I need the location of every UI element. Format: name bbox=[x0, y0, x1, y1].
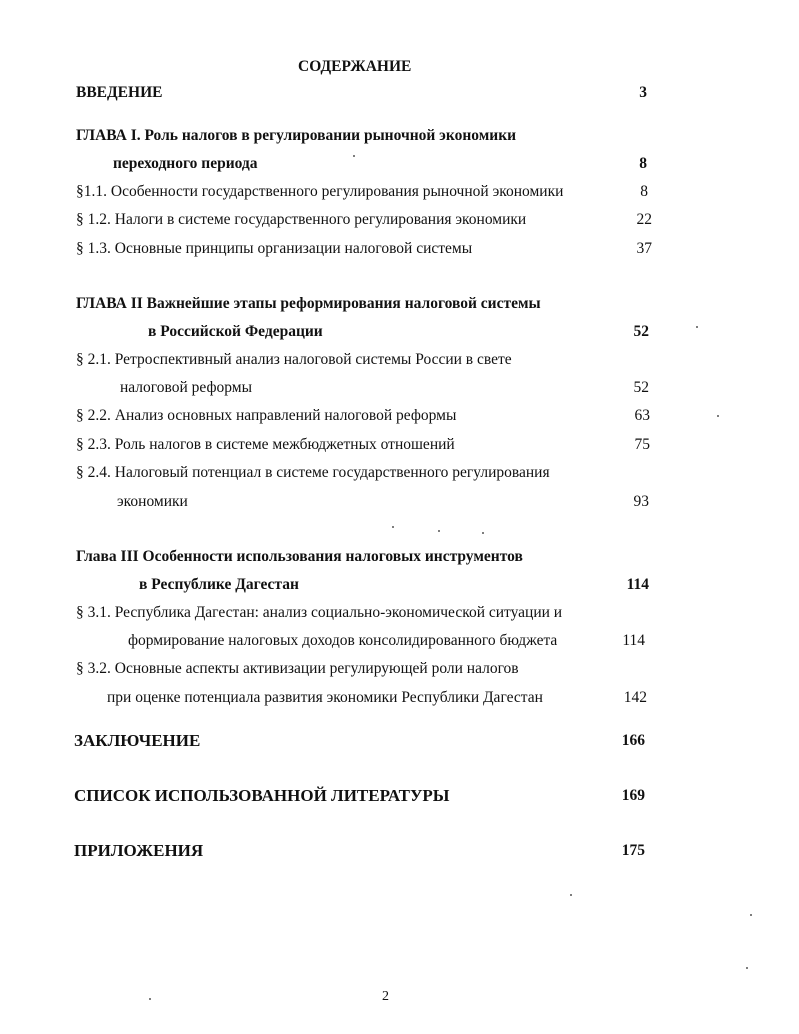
toc-entry-appendix bbox=[0, 838, 799, 864]
entry-page: 8 bbox=[639, 155, 647, 172]
chapter-title: ГЛАВА I. Роль налогов в регулировании рыночной экономики bbox=[76, 127, 517, 144]
section-label: § 2.1. Ретроспективный анализ налоговой системы России в свете bbox=[76, 351, 512, 368]
toc-section-2-4-line2 bbox=[0, 489, 799, 515]
page-number-row bbox=[0, 984, 799, 1010]
toc-entry-conclusion bbox=[0, 728, 799, 754]
chapter-title: Глава III Особенности использования налоговых инструментов bbox=[76, 548, 523, 565]
toc-chapter1-title-line2 bbox=[0, 151, 799, 177]
toc-section-2-1-line2 bbox=[0, 375, 799, 401]
section-label: § 3.2. Основные аспекты активизации регулирующей роли налогов bbox=[76, 660, 519, 677]
entry-page: 52 bbox=[633, 323, 649, 340]
chapter-title: ГЛАВА II Важнейшие этапы реформирования налоговой системы bbox=[76, 295, 541, 312]
page-number: 2 bbox=[382, 989, 389, 1004]
entry-page: 114 bbox=[626, 576, 649, 593]
section-label: § 2.3. Роль налогов в системе межбюджетных отношений bbox=[76, 436, 455, 453]
entry-label: ПРИЛОЖЕНИЯ bbox=[74, 841, 204, 860]
toc-section-2-3 bbox=[0, 432, 799, 458]
scan-speck bbox=[482, 532, 484, 534]
toc-chapter3-title-line1 bbox=[0, 544, 799, 570]
entry-page: 37 bbox=[636, 240, 652, 257]
entry-page: 22 bbox=[636, 211, 652, 228]
toc-section-2-2 bbox=[0, 403, 799, 429]
section-label-cont: при оценке потенциала развития экономики Республики Дагестан bbox=[107, 689, 543, 706]
scan-speck bbox=[353, 155, 355, 157]
entry-page: 169 bbox=[621, 787, 645, 804]
entry-page: 75 bbox=[634, 436, 650, 453]
entry-label: ЗАКЛЮЧЕНИЕ bbox=[74, 731, 201, 750]
toc-title-row bbox=[0, 54, 799, 80]
section-label: §1.1. Особенности государственного регулирования рыночной экономики bbox=[76, 183, 564, 200]
scan-speck bbox=[750, 914, 752, 916]
scan-speck bbox=[717, 415, 719, 417]
scan-speck bbox=[696, 326, 698, 328]
toc-entry-introduction bbox=[0, 80, 799, 106]
toc-chapter2-title-line1 bbox=[0, 291, 799, 317]
entry-page: 63 bbox=[634, 407, 650, 424]
section-label-cont: формирование налоговых доходов консолидированного бюджета bbox=[128, 632, 558, 649]
toc-chapter2-title-line2 bbox=[0, 319, 799, 345]
scan-speck bbox=[570, 894, 572, 896]
toc-section-3-1-line1 bbox=[0, 600, 799, 626]
entry-page: 175 bbox=[621, 842, 645, 859]
entry-page: 142 bbox=[623, 689, 647, 706]
toc-section-2-4-line1 bbox=[0, 460, 799, 486]
entry-page: 52 bbox=[633, 379, 649, 396]
scan-speck bbox=[746, 967, 748, 969]
scan-speck bbox=[149, 998, 151, 1000]
section-label: § 3.1. Республика Дагестан: анализ социально-экономической ситуации и bbox=[76, 604, 563, 621]
toc-chapter1-title-line1 bbox=[0, 123, 799, 149]
toc-title: СОДЕРЖАНИЕ bbox=[298, 58, 412, 75]
toc-section-3-1-line2 bbox=[0, 628, 799, 654]
entry-page: 166 bbox=[621, 732, 645, 749]
toc-chapter3-title-line2 bbox=[0, 572, 799, 598]
section-label: § 2.4. Налоговый потенциал в системе государственного регулирования bbox=[76, 464, 550, 481]
chapter-title-cont: переходного периода bbox=[113, 155, 258, 172]
entry-page: 3 bbox=[639, 84, 647, 101]
section-label: § 1.3. Основные принципы организации налоговой системы bbox=[76, 240, 473, 257]
scan-speck bbox=[392, 526, 394, 528]
section-label: § 2.2. Анализ основных направлений налоговой реформы bbox=[76, 407, 457, 424]
entry-label: СПИСОК ИСПОЛЬЗОВАННОЙ ЛИТЕРАТУРЫ bbox=[74, 786, 450, 805]
toc-entry-bibliography bbox=[0, 783, 799, 809]
entry-page: 114 bbox=[622, 632, 645, 649]
scan-speck bbox=[438, 530, 440, 532]
toc-section-1-1 bbox=[0, 179, 799, 205]
toc-section-2-1-line1 bbox=[0, 347, 799, 373]
section-label: § 1.2. Налоги в системе государственного регулирования экономики bbox=[76, 211, 527, 228]
section-label-cont: экономики bbox=[117, 493, 188, 510]
chapter-title-cont: в Республике Дагестан bbox=[139, 576, 299, 593]
entry-page: 8 bbox=[640, 183, 648, 200]
toc-section-1-2 bbox=[0, 207, 799, 233]
toc-section-1-3 bbox=[0, 236, 799, 262]
toc-section-3-2-line2 bbox=[0, 685, 799, 711]
entry-label: ВВЕДЕНИЕ bbox=[76, 84, 163, 101]
chapter-title-cont: в Российской Федерации bbox=[148, 323, 323, 340]
toc-section-3-2-line1 bbox=[0, 656, 799, 682]
section-label-cont: налоговой реформы bbox=[120, 379, 252, 396]
entry-page: 93 bbox=[633, 493, 649, 510]
